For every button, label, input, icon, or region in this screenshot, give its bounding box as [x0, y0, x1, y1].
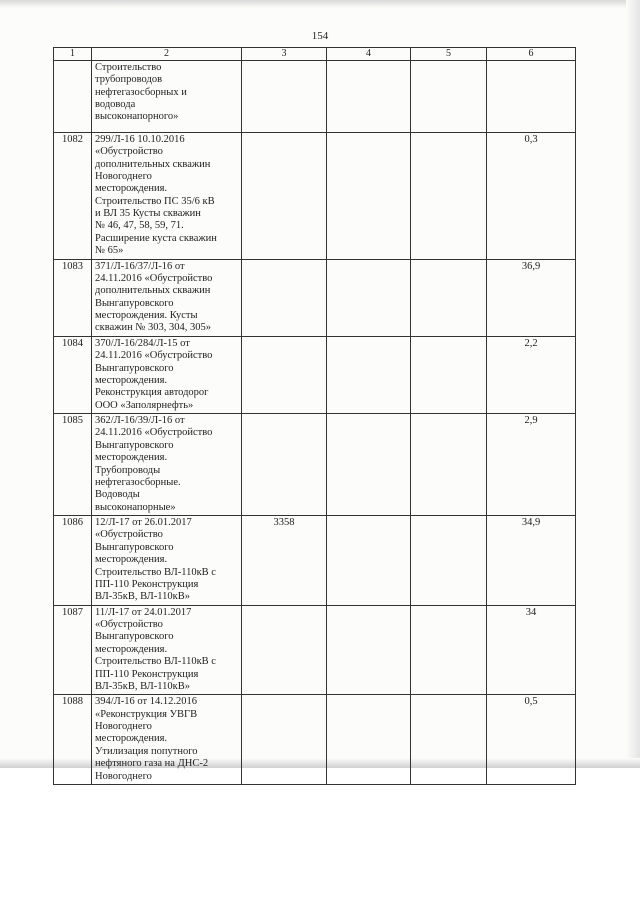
row-col-4 — [327, 336, 411, 413]
column-header-4: 4 — [327, 48, 411, 61]
table-row — [54, 695, 576, 785]
row-col-3 — [242, 60, 327, 132]
page-number: 154 — [311, 30, 329, 42]
row-col-6 — [487, 60, 576, 132]
table-row — [54, 414, 576, 516]
row-col-4 — [327, 132, 411, 259]
row-number: 1083 — [54, 259, 92, 336]
row-number: 1086 — [54, 516, 92, 606]
table-row — [54, 60, 576, 132]
table-row — [54, 259, 576, 336]
row-col-5 — [411, 516, 487, 606]
row-col-3 — [242, 414, 327, 516]
row-description: 370/Л-16/284/Л-15 от 24.11.2016 «Обустройство Вынгапуровского месторождения. Реконструкция автодорог ООО «Заполярнефть» — [92, 336, 242, 413]
row-col-6: 34,9 — [487, 516, 576, 606]
row-description: 394/Л-16 от 14.12.2016 «Реконструкция УВГВ Новогоднего месторождения. Утилизация попутного нефтяного газа на ДНС-2 Новогоднего — [92, 695, 242, 785]
row-col-6: 0,5 — [487, 695, 576, 785]
table-row — [54, 516, 576, 606]
table-row — [54, 605, 576, 695]
row-description: Строительство трубопроводов нефтегазосборных и водовода высоконапорного» — [92, 60, 242, 132]
column-header-5: 5 — [411, 48, 487, 61]
row-col-3 — [242, 695, 327, 785]
row-number: 1084 — [54, 336, 92, 413]
row-number: 1087 — [54, 605, 92, 695]
row-description: 12/Л-17 от 26.01.2017 «Обустройство Вынгапуровского месторождения. Строительство ВЛ-110кВ с ПП-110 Реконструкция ВЛ-35кВ, ВЛ-110кВ» — [92, 516, 242, 606]
row-col-6: 2,2 — [487, 336, 576, 413]
row-description: 371/Л-16/37/Л-16 от 24.11.2016 «Обустройство дополнительных скважин Вынгапуровского месторождения. Кусты скважин № 303, 304, 305» — [92, 259, 242, 336]
row-col-4 — [327, 414, 411, 516]
row-description: 11/Л-17 от 24.01.2017 «Обустройство Вынгапуровского месторождения. Строительство ВЛ-110кВ с ПП-110 Реконструкция ВЛ-35кВ, ВЛ-110кВ» — [92, 605, 242, 695]
row-col-5 — [411, 605, 487, 695]
row-col-5 — [411, 259, 487, 336]
row-number: 1082 — [54, 132, 92, 259]
row-col-6: 2,9 — [487, 414, 576, 516]
row-col-5 — [411, 60, 487, 132]
row-col-4 — [327, 695, 411, 785]
column-header-3: 3 — [242, 48, 327, 61]
row-col-4 — [327, 605, 411, 695]
column-header-1: 1 — [54, 48, 92, 61]
row-col-5 — [411, 695, 487, 785]
row-number — [54, 60, 92, 132]
row-col-6: 34 — [487, 605, 576, 695]
row-col-3: 3358 — [242, 516, 327, 606]
row-col-4 — [327, 259, 411, 336]
row-description: 299/Л-16 10.10.2016 «Обустройство дополнительных скважин Новогоднего месторождения. Строительство ПС 35/6 кВ и ВЛ 35 Кусты скважин № 46, 47, 58, 59, 71. Расширение куста скважин № 65» — [92, 132, 242, 259]
row-col-3 — [242, 132, 327, 259]
row-col-4 — [327, 60, 411, 132]
row-col-3 — [242, 259, 327, 336]
row-number: 1088 — [54, 695, 92, 785]
table-row — [54, 336, 576, 413]
scan-shadow-right — [626, 0, 640, 768]
scan-shadow-top — [0, 0, 640, 8]
column-header-6: 6 — [487, 48, 576, 61]
row-col-6: 0,3 — [487, 132, 576, 259]
row-col-5 — [411, 336, 487, 413]
row-col-5 — [411, 132, 487, 259]
row-col-3 — [242, 605, 327, 695]
row-col-4 — [327, 516, 411, 606]
table-header-row — [54, 48, 576, 61]
column-header-2: 2 — [92, 48, 242, 61]
row-col-5 — [411, 414, 487, 516]
row-number: 1085 — [54, 414, 92, 516]
data-table — [53, 47, 576, 785]
row-col-6: 36,9 — [487, 259, 576, 336]
row-description: 362/Л-16/39/Л-16 от 24.11.2016 «Обустройство Вынгапуровского месторождения. Трубопроводы нефтегазосборные. Водоводы высоконапорные» — [92, 414, 242, 516]
table-row — [54, 132, 576, 259]
row-col-3 — [242, 336, 327, 413]
